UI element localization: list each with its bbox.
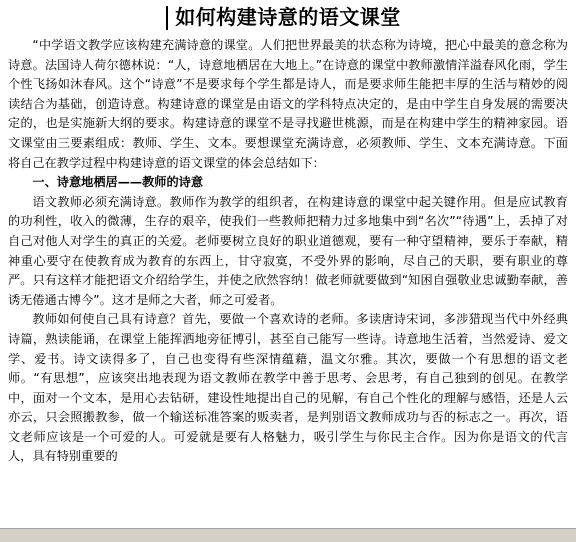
section-heading: 一、诗意地栖居——教师的诗意 <box>32 175 204 190</box>
body-paragraph: 教师如何使自己具有诗意？首先，要做一个喜欢诗的老师。多读唐诗宋词，多涉猎现当代中外经典诗篇，熟读能诵，在课堂上能挥洒地旁征博引，甚至自己能写一些诗。诗意地生活着，当然爱诗、爱文学、爱书。诗文读得多了，自己也变得有些深情蕴藉，温文尔雅。其次，要做一个有思想的语文老师。“有思想”，应该突出地表现为语文教师在教学中善于思考、会思考，有自己独到的创见。在教学中，面对一个文本，是用心去钻研，建设性地提出自己的见解，有自己个性化的理解与感悟，还是人云亦云，只会照搬教参，做一个输送标准答案的贩卖者，是判别语文教师成功与否的标志之一。再次，语文老师应该是一个可爱的人。可爱就是要有人格魅力，吸引学生与你民主合作。因为你是语文的代言人，具有特别重要的 <box>8 312 568 464</box>
document-title: 如何构建诗意的语文课堂 <box>175 5 401 29</box>
document-body <box>8 36 568 467</box>
status-bar <box>0 528 576 542</box>
intro-paragraph: “中学语文教学应该构建充满诗意的课堂。人们把世界最美的状态称为诗境，把心中最美的意念称为诗意。法国诗人荷尔德林说：“人，诗意地栖居在大地上。”在诗意的课堂中教师激情洋溢春风化雨，学生个性飞扬如沐春风。这个“诗意”不是要求每个学生都是诗人，而是要求师生能把丰厚的生活与精妙的阅读结合为基础，创造诗意。构建诗意的课堂是由语文的学科特点决定的，是由中学生自身发展的需要决定的，也是实施新大纲的要求。构建诗意的课堂不是寻找避世桃源，而是在构建中学生的精神家园。语文课堂由三要素组成：教师、学生、文本。要想课堂充满诗意，必须教师、学生、文本充满诗意。下面将自己在教学过程中构建诗意的语文课堂的体会总结如下： <box>8 38 568 170</box>
body-paragraph: 语文教师必须充满诗意。教师作为教学的组织者，在构建诗意的课堂中起关键作用。但是应试教育的功利性，收入的微薄，生存的艰辛，使我们一些教师把精力过多地集中到“名次”“待遇”上，丢掉了对自己对他人对学生的真正的关爱。老师要树立良好的职业道德观，要有一种守望精神，要乐于奉献，精神重心要守在使教育成为教育的东西上，甘守寂寞，不受外界的影响，尽自己的天职，要有职业的尊严。只有这样才能把语文介绍给学生，并使之欣然容纳！做老师就要做到“知困自强敬业忠诚勤奉献，善诱无倦通古博今”。这才是师之大者，师之可爱者。 <box>8 194 568 307</box>
